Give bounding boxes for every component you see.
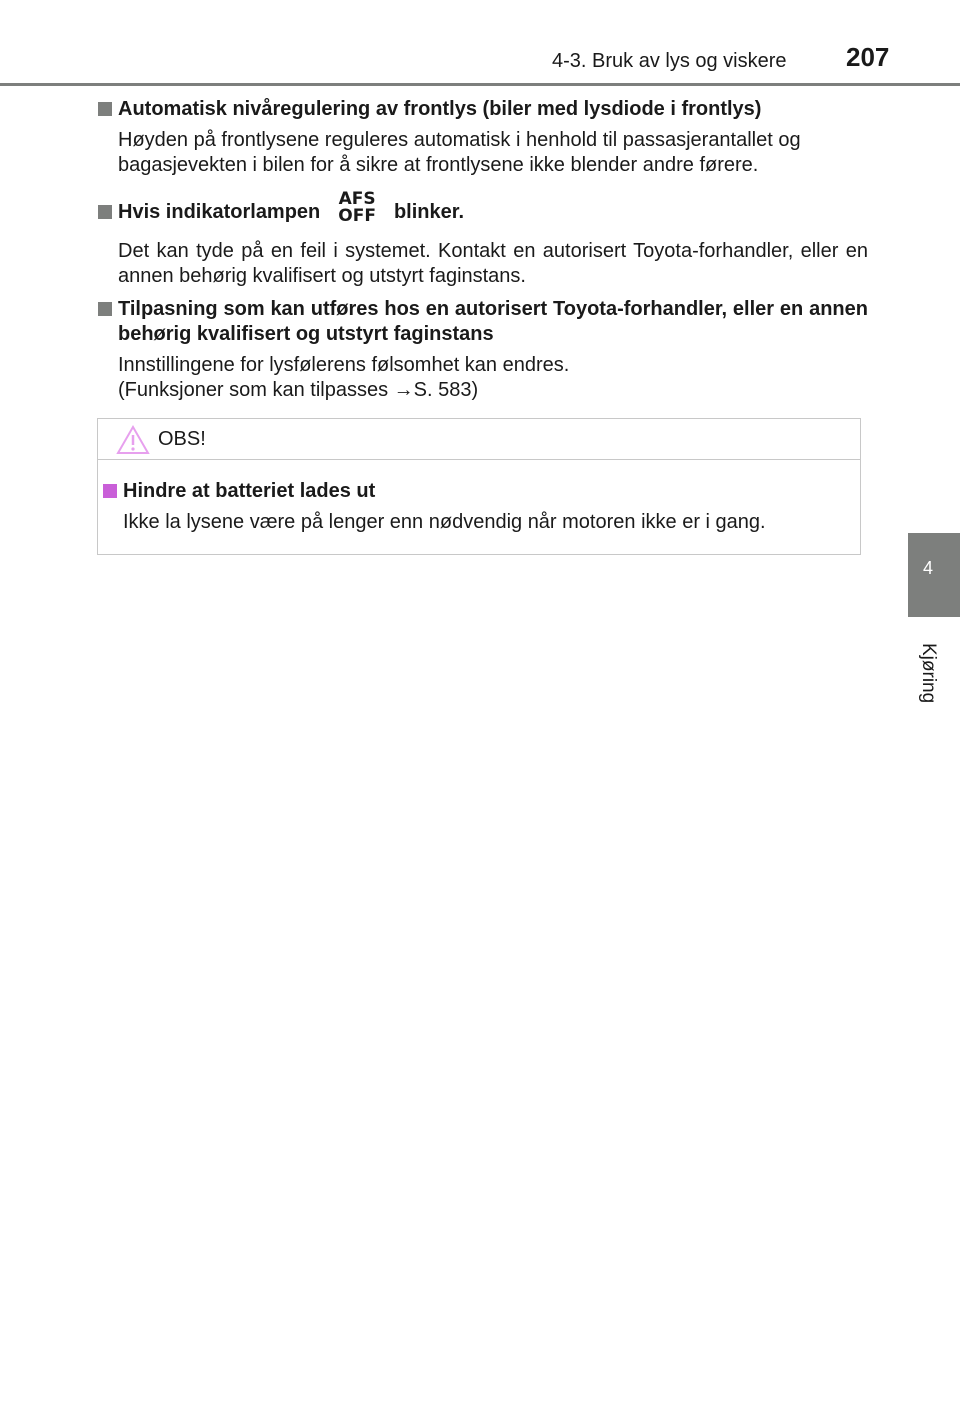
- chapter-tab-label: Kjøring: [918, 643, 939, 704]
- section-heading: Hvis indikatorlampen AFS OFF blinker.: [98, 200, 868, 225]
- afs-off-indicator-icon: AFS OFF: [338, 188, 376, 226]
- section-heading: Automatisk nivåregulering av frontlys (biler med lysdiode i frontlys): [98, 97, 868, 122]
- chapter-tab-number: 4: [922, 558, 933, 578]
- caution-label: OBS!: [158, 428, 206, 450]
- caution-box: [97, 418, 861, 555]
- warning-triangle-icon: [116, 425, 150, 455]
- section-body: Høyden på frontlysene reguleres automatisk i henhold til passasjerantallet og bagasjevekten i bilen for å sikre at frontlysene ikke blender andre førere.: [118, 129, 801, 176]
- header-divider: [0, 83, 960, 86]
- bullet-square-icon: [98, 205, 112, 219]
- bullet-square-icon: [98, 102, 112, 116]
- section-heading: Tilpasning som kan utføres hos en autorisert Toyota-forhandler, eller en annen behørig kvalifisert og utstyrt faginstans: [98, 297, 868, 347]
- section-indicator-blinking: [98, 188, 868, 289]
- section-body: Det kan tyde på en feil i systemet. Kontakt en autorisert Toyota-forhandler, eller en annen behørig kvalifisert og utstyrt faginstans.: [118, 240, 868, 287]
- caution-body: Ikke la lysene være på lenger enn nødvendig når motoren ikke er i gang.: [123, 511, 766, 533]
- bullet-square-icon: [103, 484, 117, 498]
- caution-content: [103, 479, 843, 535]
- page-number: 207: [846, 42, 890, 72]
- header-section-title: 4-3. Bruk av lys og viskere: [552, 50, 787, 72]
- caution-heading: Hindre at batteriet lades ut: [103, 479, 843, 504]
- section-headlight-leveling: [98, 97, 868, 178]
- section-body: Innstillingene for lysfølerens følsomhet kan endres. (Funksjoner som kan tilpasses →S. 583): [118, 354, 570, 401]
- caution-header: [98, 419, 860, 460]
- section-customization: [98, 297, 868, 403]
- bullet-square-icon: [98, 302, 112, 316]
